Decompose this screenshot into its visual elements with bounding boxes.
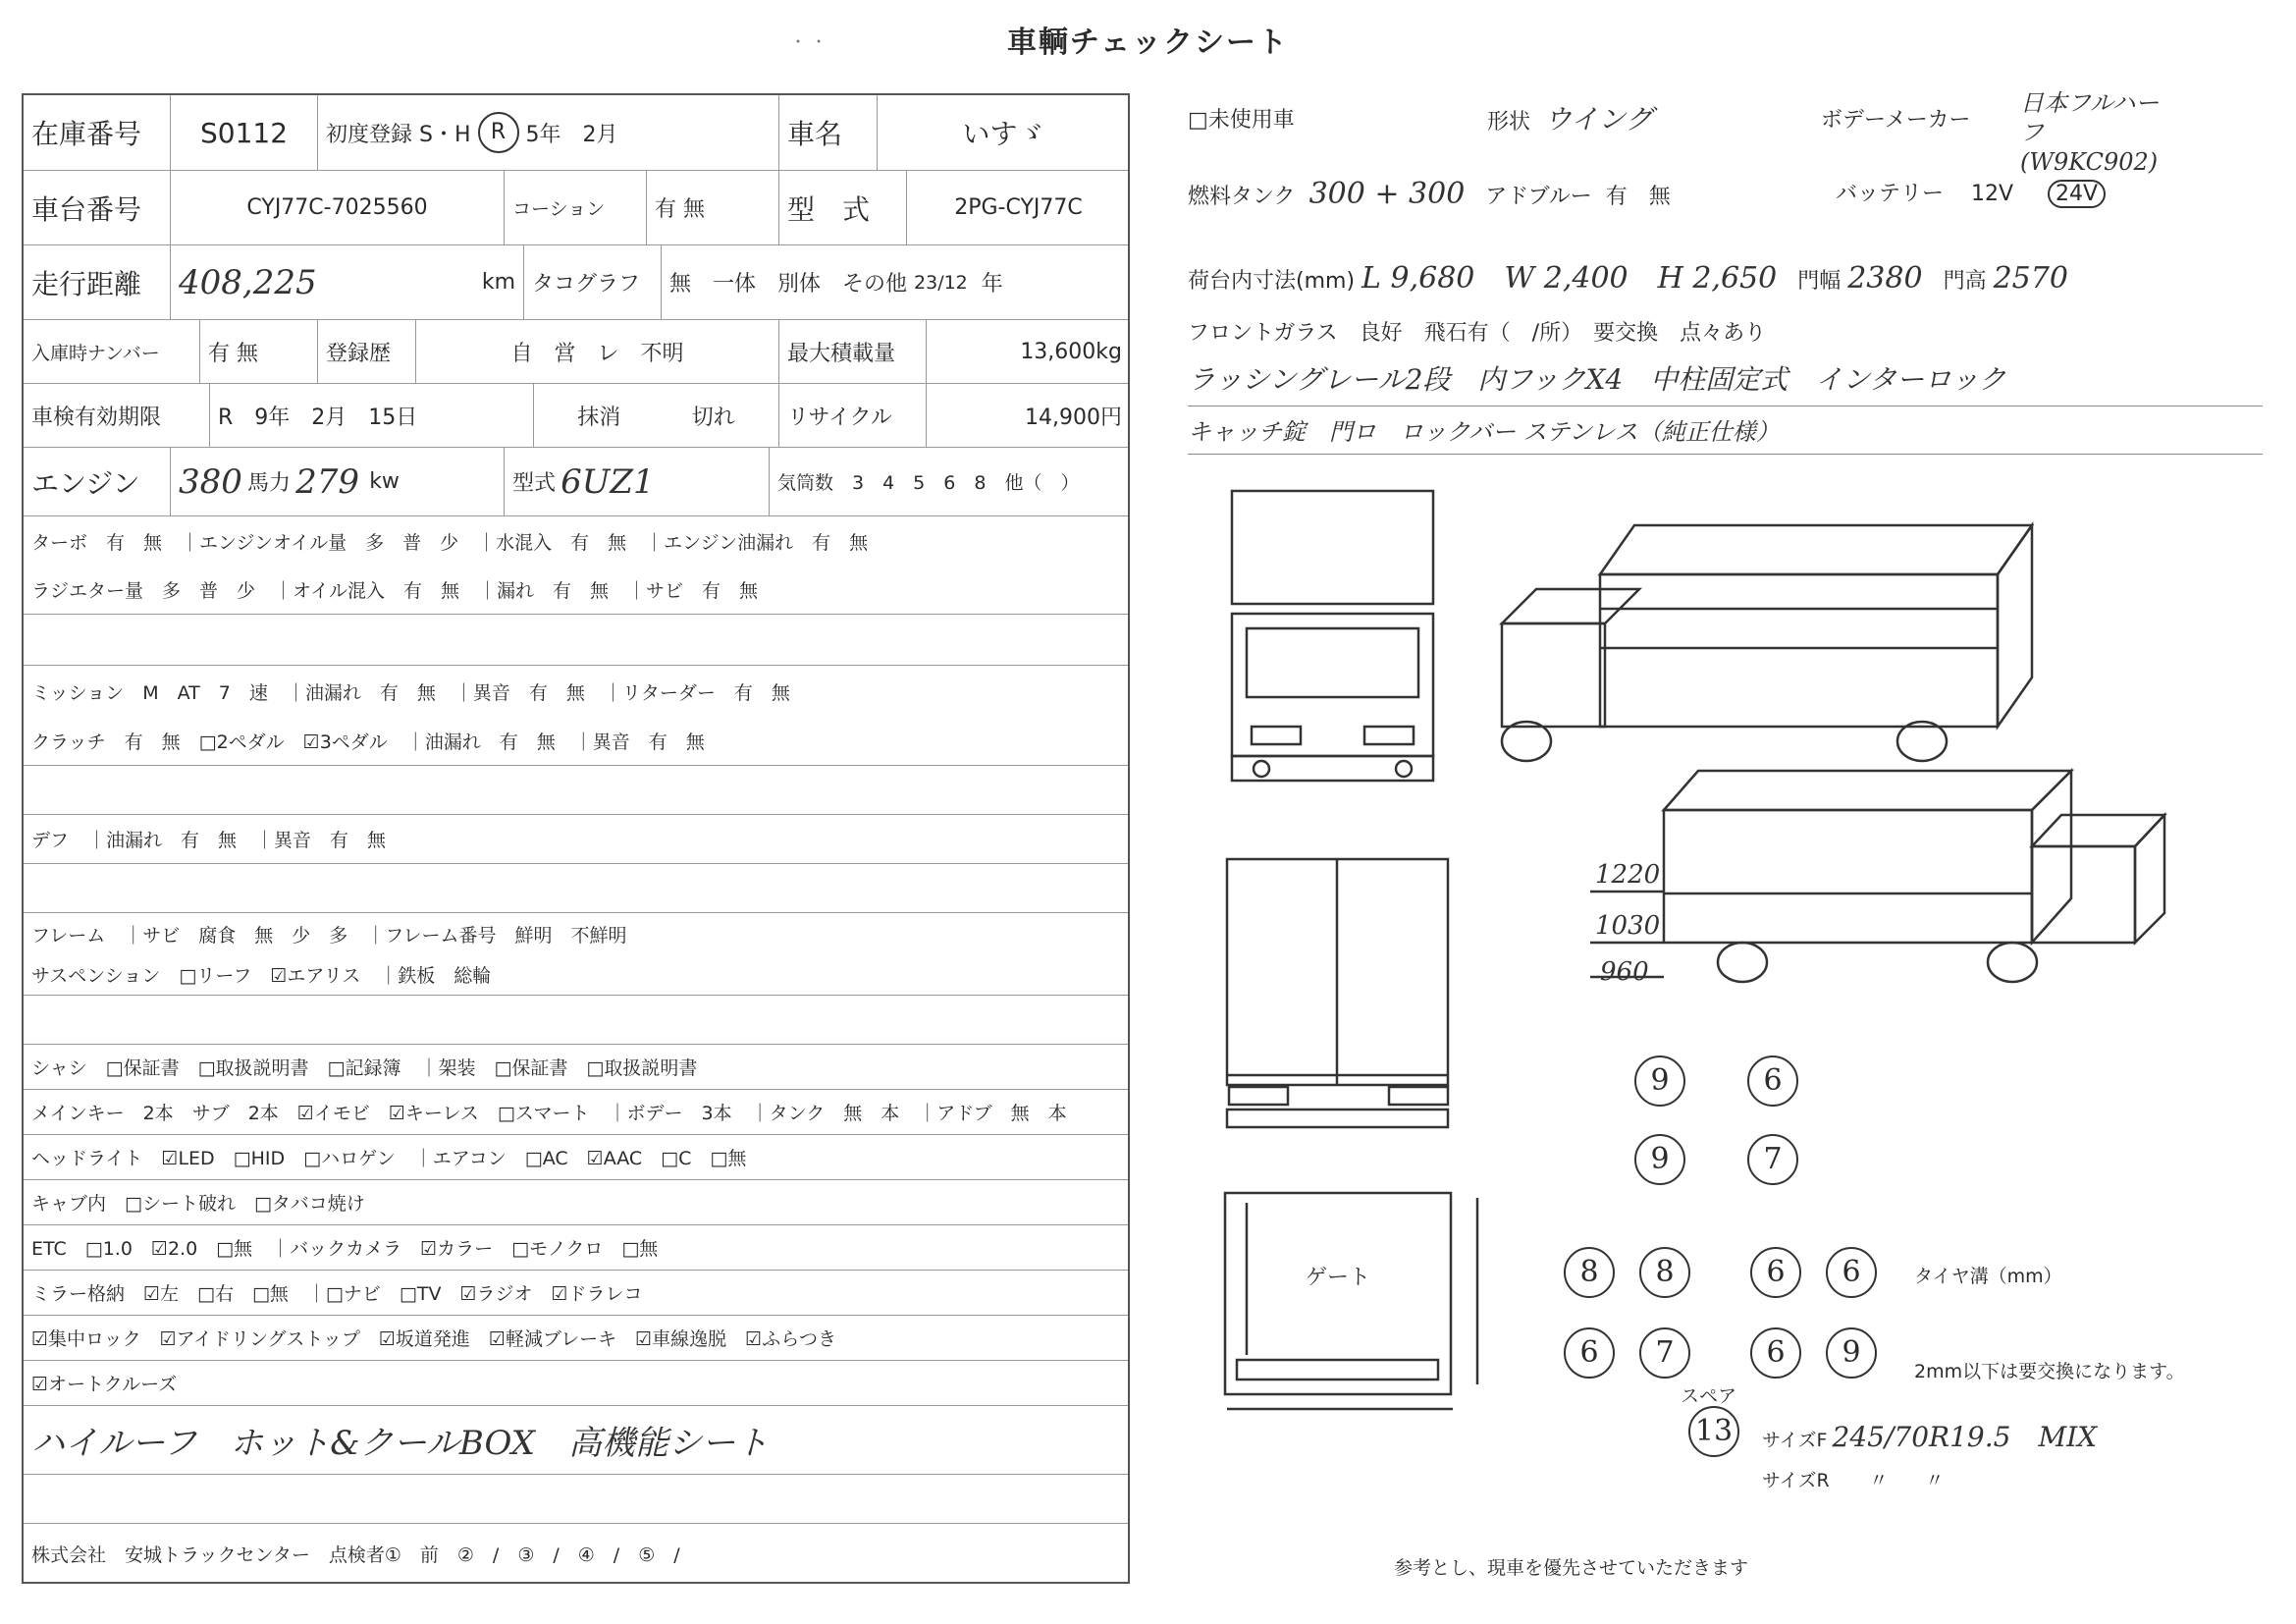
stock-no-label: 在庫番号 bbox=[24, 95, 171, 170]
row-chassis-docs bbox=[24, 1045, 1128, 1090]
cargo-dims bbox=[1188, 253, 2068, 297]
tacho-label: タコグラフ bbox=[524, 245, 662, 319]
row-footer bbox=[24, 1524, 1128, 1584]
tire-depth-label: タイヤ溝（mm） bbox=[1914, 1266, 2062, 1287]
diff-text: デフ ｜油漏れ 有 無 ｜異音 有 無 bbox=[31, 830, 387, 851]
tire-depth: 9 bbox=[1634, 1134, 1685, 1185]
fuel-value: 300 + 300 bbox=[1308, 177, 1466, 211]
tire-depth: 6 bbox=[1564, 1327, 1615, 1379]
row-notes bbox=[24, 1406, 1128, 1475]
model: 2PG-CYJ77C bbox=[954, 195, 1083, 220]
body-maker: 日本フルハーフ (W9KC902) bbox=[2020, 89, 2160, 176]
etc-text: ETC □1.0 ☑2.0 □無 ｜バックカメラ ☑カラー □モノクロ □無 bbox=[31, 1238, 659, 1260]
door-height-label: 門高 bbox=[1943, 269, 1987, 294]
row-headlight bbox=[24, 1135, 1128, 1180]
inspection-value: R 9年 2月 15日 bbox=[210, 384, 534, 447]
chassis-no: CYJ77C-7025560 bbox=[171, 171, 505, 244]
mission-text: ミッション M AT 7 速 ｜油漏れ 有 無 ｜異音 有 無 ｜リターダー 有 無 bbox=[31, 681, 790, 704]
row-plate bbox=[24, 320, 1128, 384]
door-width-label: 門幅 bbox=[1797, 269, 1842, 294]
battery bbox=[1836, 177, 2106, 207]
shape-value: ウイング bbox=[1544, 103, 1653, 135]
max-load: 13,600kg bbox=[1020, 339, 1122, 364]
hp-value: 380 bbox=[179, 461, 242, 502]
tire-depth: 9 bbox=[1826, 1327, 1877, 1379]
stock-no: S0112 bbox=[171, 95, 318, 170]
tire-depth: 6 bbox=[1750, 1247, 1801, 1298]
km-unit: km bbox=[481, 270, 515, 295]
expired-text: 切れ bbox=[691, 405, 735, 430]
tacho-cell bbox=[662, 245, 1130, 319]
first-reg-date: 5年 2月 bbox=[525, 122, 618, 147]
model-label: 型 式 bbox=[779, 171, 907, 244]
truck-diagrams bbox=[1217, 481, 2238, 1424]
tacho-date: 23/12 bbox=[914, 271, 968, 294]
dims-value: L 9,680 W 2,400 H 2,650 bbox=[1362, 261, 1778, 296]
engine-label: エンジン bbox=[24, 448, 171, 515]
tire-depth: 6 bbox=[1747, 1056, 1798, 1107]
fuel-tank bbox=[1188, 177, 1671, 211]
hp-label: 馬力 bbox=[247, 471, 292, 496]
frame-text: フレーム ｜サビ 腐食 無 少 多 ｜フレーム番号 鮮明 不鮮明 bbox=[31, 924, 627, 947]
row-chassis bbox=[24, 171, 1128, 245]
fuel-label: 燃料タンク bbox=[1188, 185, 1296, 209]
mirror-text: ミラー格納 ☑左 □右 □無 ｜□ナビ □TV ☑ラジオ ☑ドラレコ bbox=[31, 1283, 643, 1305]
engine-model-value: 6UZ1 bbox=[561, 461, 655, 502]
row-mirror bbox=[24, 1271, 1128, 1316]
row-cab bbox=[24, 1180, 1128, 1225]
footer-text: 株式会社 安城トラックセンター 点検者① 前 ② / ③ / ④ / ⑤ / bbox=[31, 1544, 680, 1566]
row-suspension bbox=[24, 954, 1128, 996]
check-sheet-form bbox=[22, 93, 1130, 1584]
door-height: 2570 bbox=[1993, 261, 2068, 296]
chassis-label: 車台番号 bbox=[24, 171, 171, 244]
engine-model-label: 型式 bbox=[512, 471, 557, 496]
plate-value: 有 無 bbox=[200, 320, 318, 383]
blank-row-5 bbox=[24, 1475, 1128, 1524]
radiator-text: ラジエター量 多 普 少 ｜オイル混入 有 無 ｜漏れ 有 無 ｜サビ 有 無 bbox=[31, 580, 759, 602]
row-mission bbox=[24, 666, 1128, 717]
mainkey-text: メインキー 2本 サブ 2本 ☑イモビ ☑キーレス □スマート ｜ボデー 3本 ｜タンク 無 本 ｜アドブ 無 本 bbox=[31, 1103, 1067, 1124]
handwritten-note-2: キャッチ錠 門ロ ロックバー ステンレス（純正仕様） bbox=[1188, 412, 2263, 455]
tire-depth: 6 bbox=[1826, 1247, 1877, 1298]
battery-12v: 12V bbox=[1971, 182, 2014, 206]
battery-label: バッテリー bbox=[1836, 182, 1945, 206]
first-reg-label: 初度登録 S・H bbox=[326, 122, 471, 147]
row-stock bbox=[24, 95, 1128, 171]
gate-label: ゲート bbox=[1306, 1266, 1371, 1290]
registration-label: 登録歴 bbox=[318, 320, 416, 383]
shape-label: 形状 bbox=[1487, 110, 1531, 135]
kw-value: 279 bbox=[295, 461, 360, 502]
chassis-docs-text: シャシ □保証書 □取扱説明書 □記録簿 ｜架装 □保証書 □取扱説明書 bbox=[31, 1057, 698, 1079]
size-front bbox=[1762, 1416, 2097, 1455]
options1-text: ☑集中ロック ☑アイドリングストップ ☑坂道発進 ☑軽減ブレーキ ☑車線逸脱 ☑ふらつき bbox=[31, 1328, 837, 1350]
clutch-text: クラッチ 有 無 □2ペダル ☑3ペダル ｜油漏れ 有 無 ｜異音 有 無 bbox=[31, 731, 705, 753]
car-name-label: 車名 bbox=[779, 95, 878, 170]
cancel-text: 抹消 bbox=[577, 405, 621, 430]
tacho-year: 年 bbox=[981, 272, 1003, 297]
height-1030: 1030 bbox=[1595, 911, 1661, 941]
tire-depth: 9 bbox=[1634, 1056, 1685, 1107]
row-clutch bbox=[24, 717, 1128, 766]
options2-text: ☑オートクルーズ bbox=[31, 1374, 178, 1395]
blank-row-3 bbox=[24, 864, 1128, 913]
spare-label: スペア bbox=[1681, 1385, 1737, 1407]
front-glass: フロントガラス 良好 飛石有（ /所） 要交換 点々あり bbox=[1188, 321, 1767, 346]
cancel-expired bbox=[534, 384, 779, 447]
size-front-label: サイズF bbox=[1762, 1430, 1828, 1451]
row-mainkey bbox=[24, 1090, 1128, 1135]
page-title: 車輌チェックシート bbox=[1006, 26, 1290, 60]
row-options2 bbox=[24, 1361, 1128, 1406]
coating-value: 有 無 bbox=[647, 171, 779, 244]
tire-depth: 7 bbox=[1747, 1134, 1798, 1185]
recycle-fee: 14,900円 bbox=[1025, 405, 1122, 430]
tire-depth: 8 bbox=[1564, 1247, 1615, 1298]
row-diff bbox=[24, 815, 1128, 864]
size-rear-value: 〃 〃 bbox=[1869, 1470, 1945, 1491]
blank-row-1 bbox=[24, 615, 1128, 666]
adblue-value: 有 無 bbox=[1605, 185, 1671, 209]
row-turbo bbox=[24, 516, 1128, 566]
row-inspection bbox=[24, 384, 1128, 448]
row-options1 bbox=[24, 1316, 1128, 1361]
suspension-text: サスペンション □リーフ ☑エアリス ｜鉄板 総輪 bbox=[31, 965, 492, 987]
spare-tire-depth: 13 bbox=[1688, 1406, 1739, 1457]
max-load-label: 最大積載量 bbox=[779, 320, 927, 383]
height-960: 960 bbox=[1600, 957, 1649, 987]
tire-note: 2mm以下は要交換になります。 bbox=[1914, 1361, 2185, 1382]
plate-label: 入庫時ナンバー bbox=[24, 320, 200, 383]
shape bbox=[1487, 98, 1653, 137]
notes-text: ハイルーフ ホット&クールBOX 高機能シート bbox=[31, 1424, 769, 1463]
tacho-value: 無 一体 別体 その他 bbox=[669, 272, 908, 297]
battery-24v: 24V bbox=[2048, 180, 2106, 208]
cab-text: キャブ内 □シート破れ □タバコ焼け bbox=[31, 1193, 365, 1215]
tire-depth: 8 bbox=[1639, 1247, 1690, 1298]
registration-value: 自 営 レ 不明 bbox=[416, 320, 779, 383]
tire-depth: 7 bbox=[1639, 1327, 1690, 1379]
size-rear bbox=[1762, 1466, 1944, 1492]
blank-row-2 bbox=[24, 766, 1128, 815]
car-name: いすゞ bbox=[962, 118, 1045, 150]
row-mileage bbox=[24, 245, 1128, 320]
mileage-value: 408,225 bbox=[179, 262, 317, 302]
headlight-text: ヘッドライト ☑LED □HID □ハロゲン ｜エアコン □AC ☑AAC □C □無 bbox=[31, 1148, 747, 1169]
turbo-text: ターボ 有 無 ｜エンジンオイル量 多 普 少 ｜水混入 有 無 ｜エンジン油漏れ 有 無 bbox=[31, 531, 869, 554]
dims-label: 荷台内寸法(mm) bbox=[1188, 269, 1356, 294]
top-dots: ・ ・ bbox=[790, 32, 828, 51]
engine-model bbox=[505, 448, 770, 515]
disclaimer: 参考とし、現車を優先させていただきます bbox=[1394, 1557, 1749, 1579]
engine-power bbox=[171, 448, 505, 515]
height-1220: 1220 bbox=[1595, 860, 1661, 890]
tire-depth: 6 bbox=[1750, 1327, 1801, 1379]
mileage-label: 走行距離 bbox=[24, 245, 171, 319]
kw-unit: kw bbox=[369, 469, 400, 494]
row-radiator bbox=[24, 566, 1128, 615]
door-width: 2380 bbox=[1847, 261, 1923, 296]
era-circle: R bbox=[478, 112, 519, 153]
body-maker-label: ボデーメーカー bbox=[1821, 108, 1971, 133]
size-rear-label: サイズR bbox=[1762, 1470, 1830, 1491]
row-etc bbox=[24, 1225, 1128, 1271]
coating-label: コーション bbox=[505, 171, 647, 244]
unused-checkbox: □未使用車 bbox=[1188, 108, 1295, 133]
adblue-label: アドブルー bbox=[1485, 185, 1592, 209]
inspection-label: 車検有効期限 bbox=[24, 384, 210, 447]
handwritten-note-1: ラッシングレール2段 内フックX4 中柱固定式 インターロック bbox=[1188, 358, 2263, 406]
recycle-label: リサイクル bbox=[779, 384, 927, 447]
cylinders: 気筒数 3 4 5 6 8 他（ ） bbox=[777, 472, 1080, 494]
size-front-value: 245/70R19.5 MIX bbox=[1832, 1421, 2098, 1453]
blank-row-4 bbox=[24, 996, 1128, 1045]
mileage-cell bbox=[171, 245, 524, 319]
row-engine bbox=[24, 448, 1128, 516]
row-frame bbox=[24, 913, 1128, 954]
first-registration bbox=[318, 95, 779, 170]
